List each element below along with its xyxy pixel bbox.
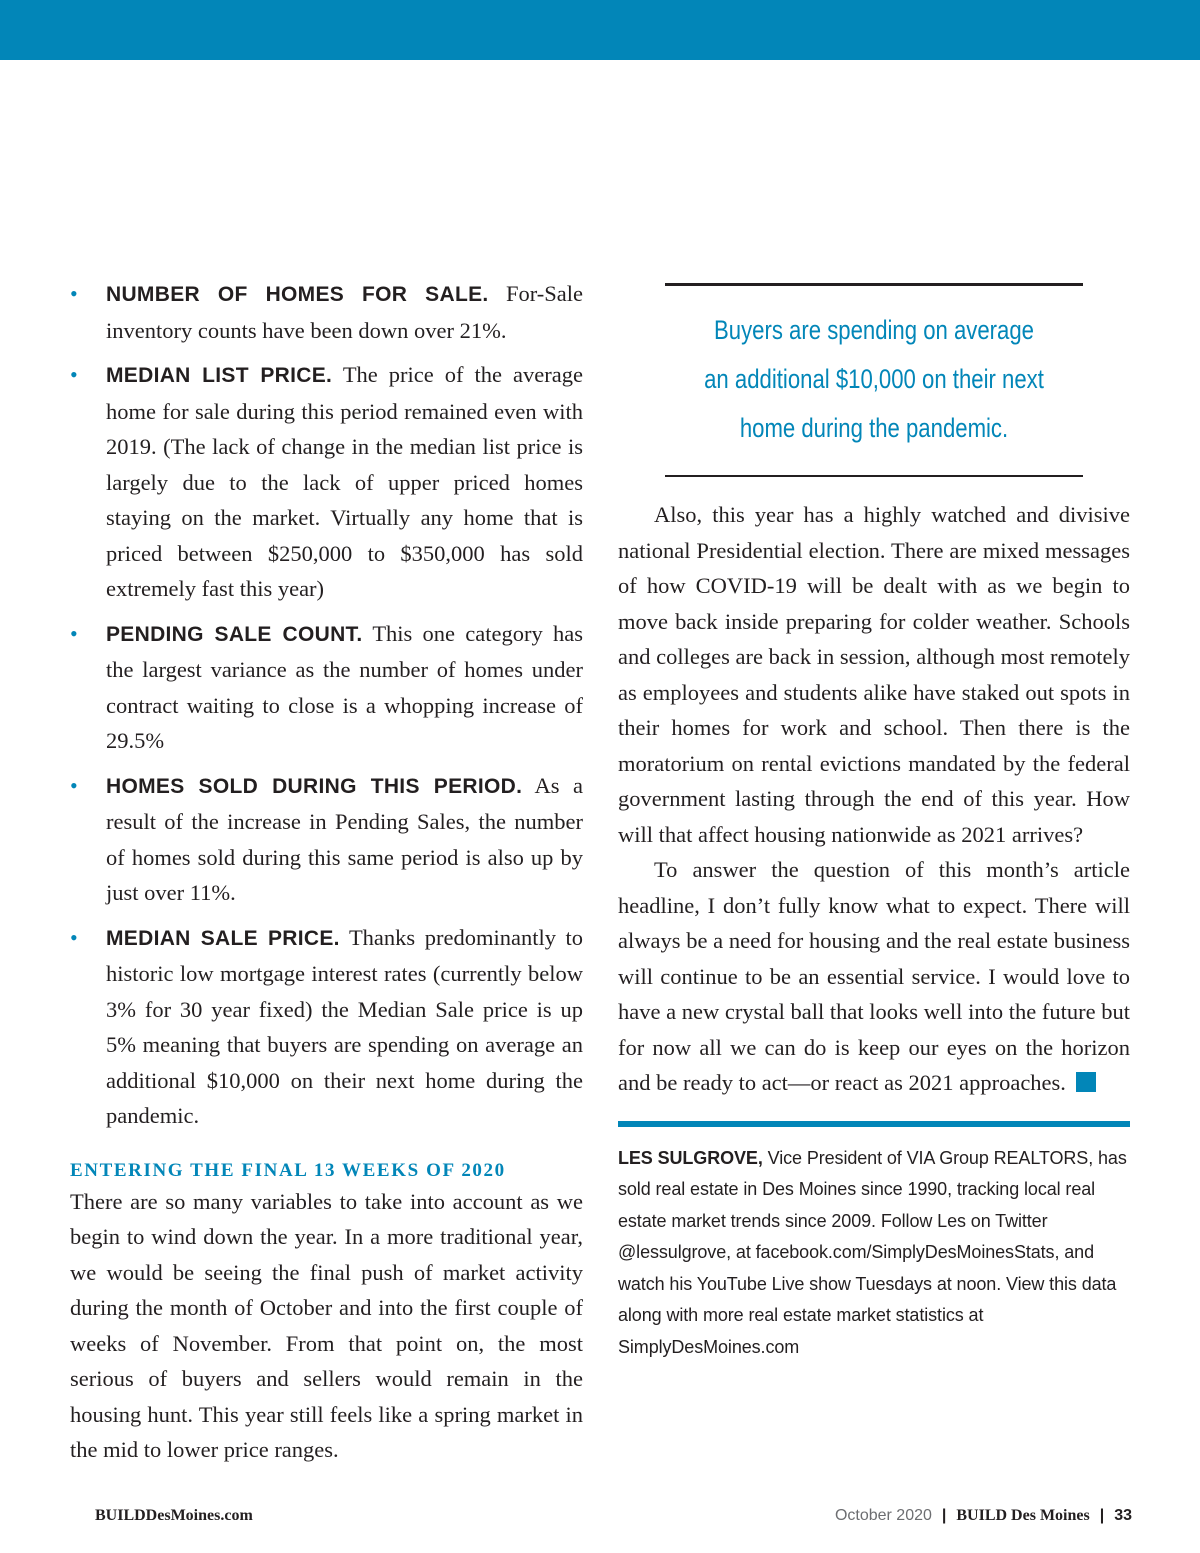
market-stats-list	[70, 276, 583, 1134]
bullet-icon: •	[70, 772, 78, 798]
author-bio-text: Vice President of VIA Group REALTORS, has sold real estate in Des Moines since 1990, tracking local real estate market trends since 2009. Follow Les on Twitter @lessulgrove, at facebook.com/SimplyDesMoinesStats, and watch his YouTube Live show Tuesdays at noon. View this data along with more real estate market statistics at SimplyDesMoines.com	[618, 1147, 1127, 1357]
footer-separator: |	[941, 1507, 947, 1524]
list-item-lead: HOMES SOLD DURING THIS PERIOD.	[106, 774, 523, 798]
footer-folio	[835, 1507, 1132, 1525]
list-item	[70, 276, 583, 348]
page-number: 33	[1114, 1507, 1132, 1524]
list-item	[70, 768, 583, 911]
body-paragraph-text: To answer the question of this month’s article headline, I don’t fully know what to expect. There will always be a need for housing and the real estate business will continue to be an essential service. I would love to have a new crystal ball that looks well into the future but for now all we can do is keep our eyes on the horizon and be ready to act—or react as 2021 approaches.	[618, 857, 1130, 1095]
body-paragraph: Also, this year has a highly watched and divisive national Presidential election. There are mixed messages of how COVID-19 will be dealt with as we begin to move back inside preparing for colder weather. Schools and colleges are back in session, although most remotely as employees and students alike have staked out spots in their homes for work and school. Then there is the moratorium on rental evictions mandated by the federal government lasting through the end of this year. How will that affect housing nationwide as 2021 arrives?	[618, 502, 1130, 847]
author-name: LES SULGROVE,	[618, 1147, 763, 1168]
list-item	[70, 357, 583, 607]
list-item-text: The price of the average home for sale during this period remained even with 2019. (The lack of change in the median list price is largely due to the lack of upper priced homes staying on the market. Virtually any home that is priced between $250,000 to $350,000 has sold extremely fast this year)	[106, 362, 583, 601]
pull-quote-text: Buyers are spending on average an additional $10,000 on their next home during the pandemic.	[704, 315, 1044, 443]
bio-divider	[618, 1121, 1130, 1127]
footer-website: BUILDDesMoines.com	[95, 1507, 253, 1524]
section-heading: ENTERING THE FINAL 13 WEEKS OF 2020	[70, 1159, 506, 1181]
list-item-lead: MEDIAN LIST PRICE.	[106, 364, 333, 387]
list-item-text: For-Sale inventory counts have been down over 21%.	[106, 281, 583, 343]
right-column	[618, 283, 1130, 1363]
bullet-icon: •	[70, 281, 78, 306]
header-color-bar	[0, 0, 1200, 60]
bullet-icon: •	[70, 620, 78, 646]
bullet-icon: •	[70, 362, 78, 387]
list-item-lead: PENDING SALE COUNT.	[106, 622, 363, 646]
section-paragraph: There are so many variables to take into account as we begin to wind down the year. In a more traditional year, we would be seeing the final push of market activity during the month of October and into the first couple of weeks of November. From that point on, the most serious of buyers and sellers would remain in the housing hunt. This year still feels like a spring market in the mid to lower price ranges.	[70, 1188, 583, 1462]
list-item-text: As a result of the increase in Pending Sales, the number of homes sold during this same period is also up by just over 11%.	[106, 772, 583, 905]
list-item-lead: MEDIAN SALE PRICE.	[106, 926, 340, 950]
footer-separator: |	[1099, 1507, 1105, 1524]
article-body	[618, 497, 1130, 1101]
body-paragraph-final	[618, 852, 1130, 1101]
list-item-text: Thanks predominantly to historic low mortgage interest rates (currently below 3% for 30 year fixed) the Median Sale price is up 5% meaning that buyers are spending on average an additional $10,000 on their next home during the pandemic.	[106, 924, 584, 1128]
left-column	[70, 276, 583, 1468]
bullet-icon: •	[70, 924, 78, 950]
list-item-text: This one category has the largest variance as the number of homes under contract waiting to close is a whopping increase of 29.5%	[106, 620, 583, 753]
footer-date: October 2020	[834, 1507, 932, 1524]
author-bio	[618, 1143, 1130, 1364]
build-end-mark-icon: B	[1076, 1072, 1096, 1092]
footer-magazine: BUILD Des Moines	[956, 1507, 1090, 1524]
list-item	[70, 920, 583, 1134]
list-item-lead: NUMBER OF HOMES FOR SALE.	[106, 283, 489, 306]
list-item	[70, 616, 583, 759]
pull-quote	[665, 283, 1083, 477]
